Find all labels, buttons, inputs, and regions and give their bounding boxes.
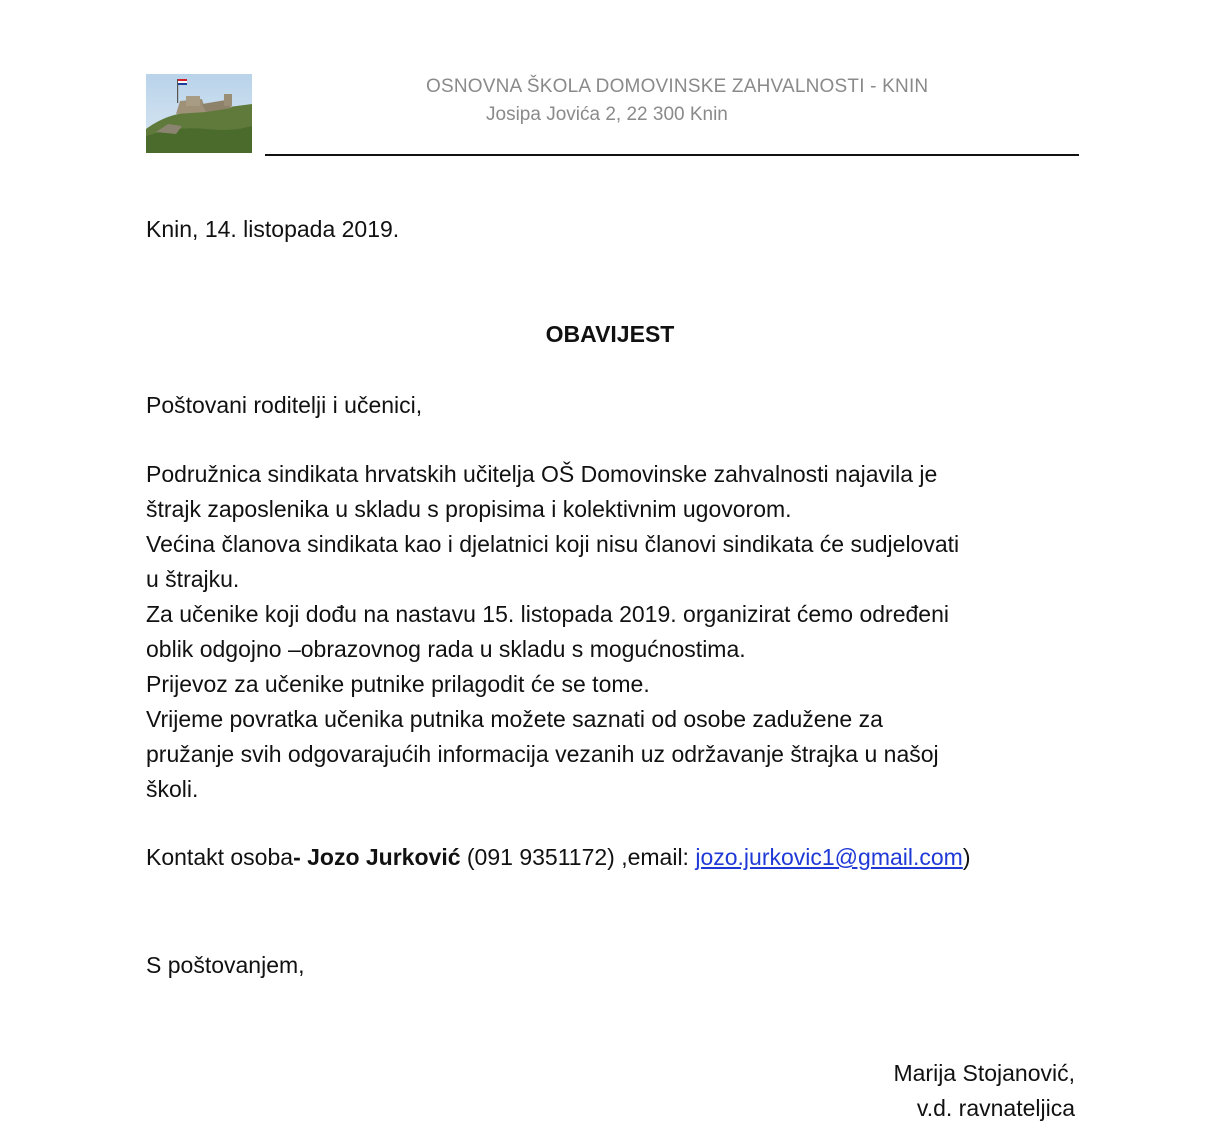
body-line: Većina članova sindikata kao i djelatnici koji nisu članovi sindikata će sudjelovati [146,531,960,557]
letter-greeting: Poštovani roditelji i učenici, [146,392,423,418]
letter-body [146,457,1086,807]
contact-name: - Jozo Jurković [293,844,461,870]
body-line: Podružnica sindikata hrvatskih učitelja OŠ Domovinske zahvalnosti najavila je [146,461,938,487]
school-address: Josipa Jovića 2, 22 300 Knin [486,104,728,125]
body-line: u štrajku. [146,566,240,592]
body-line: pružanje svih odgovarajućih informacija vezanih uz održavanje štrajka u našoj [146,741,939,767]
body-line: Prijevoz za učenike putnike prilagodit će se tome. [146,671,650,697]
body-line: oblik odgojno –obrazovnog rada u skladu s mogućnostima. [146,636,746,662]
body-line: štrajk zaposlenika u skladu s propisima i kolektivnim ugovorom. [146,496,792,522]
school-name: OSNOVNA ŠKOLA DOMOVINSKE ZAHVALNOSTI - KNIN [426,76,929,97]
letter-title: OBAVIJEST [545,321,675,347]
body-line: Vrijeme povratka učenika putnika možete saznati od osobe zadužene za [146,706,883,732]
contact-line [146,844,971,871]
letter-date: Knin, 14. listopada 2019. [146,216,400,242]
contact-phone: (091 9351172) ,email: [460,844,696,870]
letter-closing: S poštovanjem, [146,952,305,978]
contact-prefix: Kontakt osoba [146,844,294,870]
signature-role: v.d. ravnateljica [916,1095,1075,1121]
signature-name: Marija Stojanović, [893,1060,1075,1086]
school-logo-photo [146,74,252,153]
body-line: Za učenike koji dođu na nastavu 15. listopada 2019. organizirat ćemo određeni [146,601,949,627]
contact-email-link[interactable]: jozo.jurkovic1@gmail.com [695,844,963,870]
contact-suffix: ) [962,844,971,870]
body-line: školi. [146,776,199,802]
header-divider [265,154,1079,156]
signature-block [893,1056,1075,1126]
